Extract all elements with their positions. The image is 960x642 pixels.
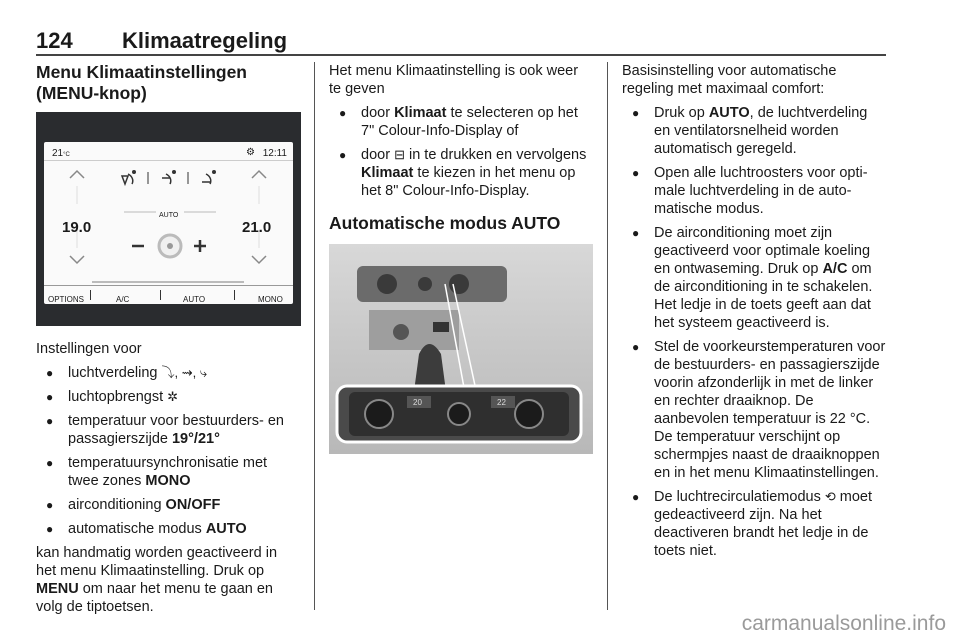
list-item: ● temperatuur voor bestuurders- en passagierszijde 19°/21° <box>36 412 301 448</box>
softkey-mono[interactable]: MONO <box>258 295 283 304</box>
settings-list <box>36 364 301 538</box>
list-item: ● temperatuursynchronisatie met twee zones MONO <box>36 454 301 490</box>
basic-setting-intro: Basisinstelling voor automatische regeling met maximaal comfort: <box>622 63 837 97</box>
photo-right-temp: 22 <box>497 398 506 407</box>
climate-button-icon: ⊟ <box>394 147 405 162</box>
column-3 <box>622 62 887 566</box>
chapter-title: Klimaatregeling <box>122 28 288 53</box>
outside-temp: 21°C <box>52 148 70 159</box>
softkey-ac[interactable]: A/C <box>116 295 130 304</box>
list-item: ● De airconditioning moet zijn geactiveerd voor optimale koeling en ontwaseming. Druk op A/C om de airconditioning in te schakelen. Het ledje in de toets geeft aan dat het systeem geactiveerd is. <box>622 224 887 332</box>
screen-status-bar <box>44 142 293 161</box>
softkey-options[interactable]: OPTIONS <box>48 295 85 304</box>
right-temp-up-icon <box>252 171 266 178</box>
auto-mode-label: AUTO <box>159 212 179 219</box>
section-heading-menu: Menu Klimaatinstellingen (MENU-knop) <box>36 62 247 103</box>
list-item: ● automatische modus AUTO <box>36 520 301 538</box>
list-item: ● luchtopbrengst ✲ <box>36 388 301 406</box>
column-divider <box>314 62 315 610</box>
watermark: carmanualsonline.info <box>741 612 946 635</box>
climate-screen <box>44 142 293 304</box>
menu-display-intro: Het menu Klimaatinstelling is ook weer te geven <box>329 63 579 97</box>
photo-left-temp: 20 <box>413 398 422 407</box>
page-header <box>36 28 886 56</box>
list-item: ● door Klimaat te selecteren op het 7" Colour-Info-Display of <box>329 104 593 140</box>
list-item: ● airconditioning ON/OFF <box>36 496 301 514</box>
auto-steps-list <box>622 104 887 560</box>
left-temp-down-icon <box>70 256 84 263</box>
console-photo <box>329 244 593 454</box>
section-heading-auto: Automatische modus AUTO <box>329 213 561 233</box>
settings-gear-icon[interactable]: ⚙ <box>246 147 255 158</box>
column-1 <box>36 62 301 616</box>
list-item: ● De luchtrecirculatiemodus ⟲ moet gedeactiveerd zijn. Na het deactiveren brandt het ledje in de toets niet. <box>622 488 887 560</box>
left-temp-readout: 19.0 <box>62 219 92 236</box>
softkey-auto[interactable]: AUTO <box>183 295 206 304</box>
menu-instruction: kan handmatig worden geactiveerd in het menu Klimaatinstelling. Druk op MENU om naar het menu te gaan en volg de tiptoetsen. <box>36 545 278 615</box>
air-distribution-icons <box>122 170 216 184</box>
list-item: ● luchtverdeling ⤵, ⇝, ⤷ <box>36 364 301 382</box>
recirculation-icon: ⟲ <box>824 489 836 504</box>
fan-icon: ✲ <box>167 389 179 404</box>
display-options-list <box>329 104 593 200</box>
page-number: 124 <box>36 28 73 53</box>
list-item: ● Open alle luchtroosters voor optimale luchtverdeling in de automatische modus. <box>622 164 887 218</box>
console-illustration <box>329 244 593 454</box>
right-temp-readout: 21.0 <box>242 219 272 236</box>
settings-intro: Instellingen voor <box>36 341 142 357</box>
left-temp-up-icon <box>70 171 84 178</box>
list-item: ● Stel de voorkeurstemperaturen voor de bestuurders- en passagierszijde voorin afzonderlijk in met de linker en rechter draaiknop. De aanbevolen temperatuur is 22 °C. De temperatuur verschijnt op schermpjes naast de draaiknoppen en in het menu Klimaatinstellingen. <box>622 338 887 482</box>
column-divider <box>607 62 608 610</box>
climate-display-figure <box>36 112 301 326</box>
column-2 <box>329 62 593 462</box>
list-item: ● door ⊟ in te drukken en vervolgens Klimaat te kiezen in het menu op het 8" Colour-Info-Display. <box>329 146 593 200</box>
list-item: ● Druk op AUTO, de luchtverdeling en ventilatorsnelheid worden automatisch geregeld. <box>622 104 887 158</box>
right-temp-down-icon <box>252 256 266 263</box>
air-distribution-icon: ⤵, ⇝, ⤷ <box>161 365 208 380</box>
soft-key-bar <box>44 285 293 304</box>
clock: 12:11 <box>262 148 287 159</box>
